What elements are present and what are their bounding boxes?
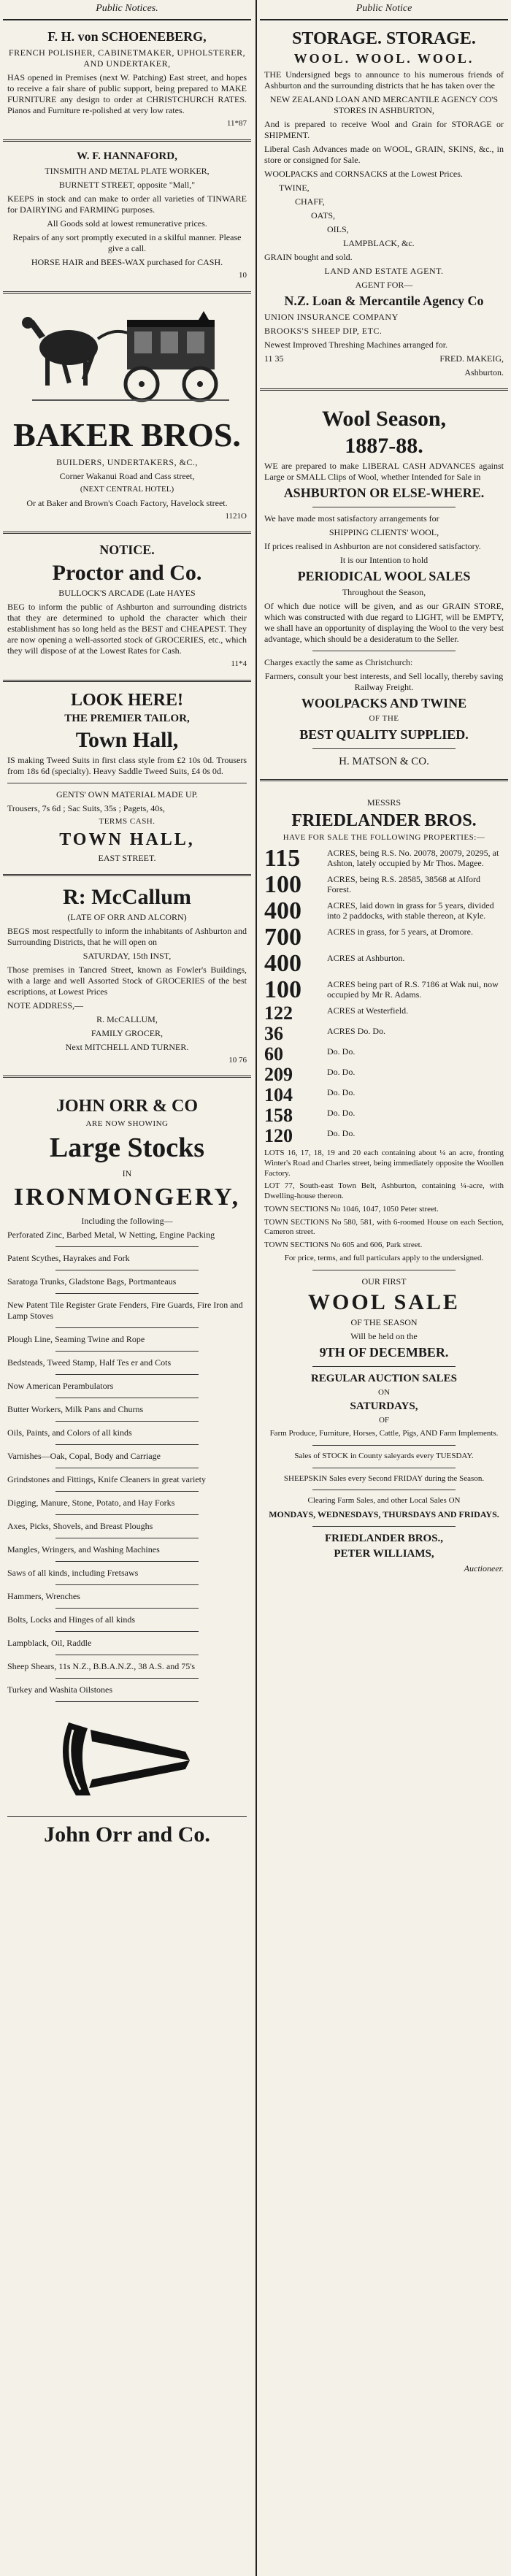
schoeneberg-name: F. H. von SCHOENEBERG, — [47, 29, 207, 44]
property-row — [264, 846, 504, 871]
friedlander-sheepskin: SHEEPSKIN Sales every Second FRIDAY during the Season. — [283, 1473, 485, 1483]
orr-item: Plough Line, Seaming Twine and Rope — [7, 1333, 145, 1344]
storage-item: CHAFF, — [295, 196, 325, 207]
wool-season-ad — [260, 391, 508, 781]
orr-item: Oils, Paints, and Colors of all kinds — [7, 1427, 132, 1438]
wool-intent: It is our Intention to hold — [339, 555, 429, 566]
property-row — [264, 951, 504, 976]
hannaford-line3: HORSE HAIR and BEES-WAX purchased for CASH. — [31, 256, 223, 267]
wool-best: BEST QUALITY SUPPLIED. — [299, 727, 469, 743]
wool-sig: H. MATSON & CO. — [339, 756, 429, 768]
storage-sig: FRED. MAKEIG, — [439, 353, 504, 364]
property-row — [264, 1086, 504, 1105]
friedlander-lot77: LOT 77, South-east Town Belt, Ashburton, containing ¼-acre, with Dwelling-house thereon. — [264, 1181, 504, 1201]
orr-large: Large Stocks — [49, 1132, 205, 1164]
property-description: ACRES at Westerfield. — [327, 1005, 409, 1016]
property-acres: 158 — [264, 1105, 293, 1127]
storage-company: NEW ZEALAND LOAN AND MERCANTILE AGENCY CO'S STORES IN ASHBURTON, — [269, 94, 499, 116]
property-row — [264, 1004, 504, 1023]
storage-wool: WOOL. WOOL. WOOL. — [293, 51, 474, 66]
friedlander-town1: TOWN SECTIONS No 1046, 1047, 1050 Peter street. — [264, 1204, 439, 1214]
wool-body: WE are prepared to make LIBERAL CASH ADVANCES against Large or SMALL Clips of Wool, whether Intended for Sale in — [264, 461, 504, 483]
storage-item-list — [264, 183, 504, 249]
orr-item: Digging, Manure, Stone, Potato, and Hay Forks — [7, 1497, 175, 1508]
tailor-ad — [3, 682, 251, 876]
storage-item: OILS, — [327, 224, 349, 235]
hannaford-name: W. F. HANNAFORD, — [77, 150, 177, 162]
property-acres: 700 — [264, 924, 301, 951]
tailor-look-here: LOOK HERE! — [70, 691, 184, 710]
storage-ref: 11 35 — [264, 353, 284, 364]
storage-grain: GRAIN bought and sold. — [264, 252, 353, 263]
storage-body: THE Undersigned begs to announce to his numerous friends of Ashburton and the surrounding districts that he has taken over the — [264, 69, 504, 91]
proctor-title: Proctor and Co. — [52, 561, 202, 586]
friedlander-date: 9TH OF DECEMBER. — [319, 1344, 449, 1360]
friedlander-sig1: FRIEDLANDER BROS., — [324, 1533, 444, 1545]
schoeneberg-body: HAS opened in Premises (next W. Patching) East street, and hopes to receive a fair share of public support, being prepared to MAKE FURNITURE any design to order at CHRISTCHURCH RATES. Pianos and Furniture re-polished at very low rates. — [7, 72, 247, 115]
mccallum-title: R: McCallum — [63, 884, 191, 909]
orr-item: Bolts, Locks and Hinges of all kinds — [7, 1614, 135, 1625]
orr-name: JOHN ORR & CO — [56, 1097, 198, 1116]
mccallum-next: Next MITCHELL AND TURNER. — [65, 1041, 189, 1052]
wool-year: 1887-88. — [345, 434, 423, 459]
tailor-hall2: TOWN HALL, — [59, 830, 195, 850]
baker-addr3: Or at Baker and Brown's Coach Factory, Havelock street. — [26, 497, 228, 508]
proctor-ref: 11*4 — [231, 659, 247, 669]
property-acres: 122 — [264, 1003, 293, 1024]
storage-ad — [260, 20, 508, 391]
tailor-street: EAST STREET. — [98, 852, 156, 863]
property-acres: 100 — [264, 871, 301, 899]
property-acres: 120 — [264, 1125, 293, 1147]
friedlander-days: MONDAYS, WEDNESDAYS, THURSDAYS AND FRIDAYS. — [269, 1509, 499, 1520]
friedlander-first: OUR FIRST — [361, 1276, 407, 1287]
proctor-ad — [3, 534, 251, 682]
friedlander-stock: Sales of STOCK in County saleyards every TUESDAY. — [294, 1451, 474, 1460]
hannaford-line2: Repairs of any sort promptly executed in a skilful manner. Please give a call. — [12, 231, 242, 253]
storage-place: Ashburton. — [464, 367, 504, 378]
storage-land: LAND AND ESTATE AGENT. — [324, 266, 444, 277]
hannaford-ad — [3, 142, 251, 294]
wool-body2: Of which due notice will be given, and as our GRAIN STORE, which was constructed with due regard to LIGHT, will be EMPTY, we shall have an opportunity of displaying the Wool to the very best advantage, which should be a desideratum to the Seller. — [264, 601, 504, 645]
sheep-shears-illustration — [47, 1708, 207, 1810]
property-description: Do. Do. — [327, 1046, 356, 1057]
tailor-gents: GENTS' OWN MATERIAL MADE UP. — [55, 789, 199, 800]
wool-arrangements: We have made most satisfactory arrangements for — [264, 513, 439, 524]
orr-item: Lampblack, Oil, Raddle — [7, 1637, 92, 1648]
storage-item: TWINE, — [279, 183, 310, 193]
friedlander-town2: TOWN SECTIONS No 580, 581, with 6-roomed House on each Section, Cameron street. — [264, 1217, 504, 1237]
storage-title: STORAGE. STORAGE. — [292, 29, 476, 48]
storage-body4: WOOLPACKS and CORNSACKS at the Lowest Prices. — [264, 169, 463, 180]
schoeneberg-ref: 11*87 — [226, 119, 247, 128]
tailor-body: IS making Tweed Suits in first class style from £2 10s 0d. Trousers from 18s 6d (specialty). Heavy Saddle Tweed Suits, £4 0s 0d. — [7, 755, 247, 777]
storage-threshing: Newest Improved Threshing Machines arranged for. — [264, 340, 448, 350]
friedlander-lots: LOTS 16, 17, 18, 19 and 20 each containing about ¼ an acre, fronting Winter's Road and Charles street, being immediately opposite the Woollen Factory. — [264, 1149, 504, 1178]
property-acres: 36 — [264, 1023, 283, 1045]
mccallum-body: BEGS most respectfully to inform the inhabitants of Ashburton and Surrounding Districts, that he will open on — [7, 925, 247, 947]
property-description: ACRES at Ashburton. — [327, 953, 405, 964]
wool-where: ASHBURTON OR ELSE-WHERE. — [283, 486, 485, 501]
wool-of-the: OF THE — [369, 714, 399, 724]
friedlander-regular: REGULAR AUCTION SALES — [310, 1372, 458, 1384]
mccallum-sig: R. McCALLUM, — [96, 1013, 158, 1024]
orr-item: Turkey and Washita Oilstones — [7, 1684, 113, 1695]
property-description: ACRES Do. Do. — [327, 1026, 386, 1037]
baker-title: BAKER BROS. — [13, 415, 241, 453]
left-column — [3, 0, 251, 2576]
property-acres: 115 — [264, 845, 301, 873]
property-description: ACRES in grass, for 5 years, at Dromore. — [327, 927, 473, 938]
mccallum-note: NOTE ADDRESS,— — [7, 1000, 84, 1011]
wool-title: Wool Season, — [321, 407, 447, 432]
friedlander-sale: WOOL SALE — [308, 1289, 460, 1314]
orr-ad — [3, 1078, 251, 1856]
wool-if: If prices realised in Ashburton are not considered satisfactory. — [264, 541, 481, 552]
hannaford-line1: All Goods sold at lowest remunerative prices. — [47, 218, 207, 229]
property-row — [264, 1045, 504, 1064]
property-row — [264, 899, 504, 924]
short-property-list — [264, 1004, 504, 1146]
tailor-terms: TERMS CASH. — [99, 817, 155, 827]
baker-trade: BUILDERS, UNDERTAKERS, &C., — [56, 456, 198, 467]
property-acres: 104 — [264, 1084, 293, 1106]
orr-item: Mangles, Wringers, and Washing Machines — [7, 1544, 160, 1555]
storage-body3: Liberal Cash Advances made on WOOL, GRAIN, SKINS, &c., in store or consigned for Sale. — [264, 144, 504, 166]
storage-union: UNION INSURANCE COMPANY — [264, 312, 399, 323]
friedlander-held: Will be held on the — [350, 1330, 418, 1341]
baker-addr2: (NEXT CENTRAL HOTEL) — [80, 484, 174, 494]
storage-nz-company: N.Z. Loan & Mercantile Agency Co — [284, 294, 484, 309]
friedlander-auctioneer: Auctioneer. — [464, 1563, 504, 1574]
orr-item: New Patent Tile Register Grate Fenders, Fire Guards, Fire Iron and Lamp Stoves — [7, 1299, 243, 1321]
orr-item: Sheep Shears, 11s N.Z., B.B.A.N.Z., 38 A.S. and 75's — [7, 1660, 196, 1671]
friedlander-sig2: PETER WILLIAMS, — [334, 1548, 434, 1560]
baker-ref: 1121O — [225, 511, 247, 521]
orr-item-list — [7, 1230, 247, 1702]
schoeneberg-ad — [3, 20, 251, 142]
property-description: ACRES, laid down in grass for 5 years, divided into 2 paddocks, with stable thereon, at Kyle. — [327, 900, 494, 921]
wool-ship: SHIPPING CLIENTS' WOOL, — [328, 527, 439, 538]
proctor-body: BEG to inform the public of Ashburton and surrounding districts that they are determined to uphold the character which their establishment has so long held as the BEST and CHEAPEST. They are now opening a well-assorted stock of GROCERIES, etc., which they will dispose of at the Lowest Rates for Cash. — [7, 602, 247, 656]
friedlander-have: HAVE FOR SALE THE FOLLOWING PROPERTIES:— — [283, 833, 485, 843]
wool-charges: Charges exactly the same as Christchurch: — [264, 657, 413, 668]
friedlander-saturdays: SATURDAYS, — [350, 1400, 418, 1413]
property-acres: 60 — [264, 1043, 283, 1065]
wool-periodical: PERIODICAL WOOL SALES — [297, 569, 471, 584]
storage-item: LAMPBLACK, &c. — [343, 238, 415, 249]
orr-item: Bedsteads, Tweed Stamp, Half Tes er and Cots — [7, 1357, 172, 1368]
property-description: ACRES, being R.S. No. 20078, 20079, 20295, at Ashton, lately occupied by Mr Thos. Magee. — [327, 848, 499, 869]
orr-item: Hammers, Wrenches — [7, 1590, 80, 1601]
property-description: Do. Do. — [327, 1108, 356, 1119]
property-description: ACRES being part of R.S. 7186 at Wak nui, now occupied by Mr R. Adams. — [327, 979, 499, 1000]
orr-item: Saws of all kinds, including Fretsaws — [7, 1567, 139, 1578]
friedlander-season: OF THE SEASON — [350, 1316, 418, 1327]
friedlander-produce: Farm Produce, Furniture, Horses, Cattle, Pigs, AND Farm Implements. — [269, 1429, 499, 1438]
property-row — [264, 925, 504, 950]
horse-hearse-illustration — [18, 304, 237, 413]
property-acres: 100 — [264, 976, 301, 1004]
property-acres: 400 — [264, 950, 301, 978]
wool-packs: WOOLPACKS AND TWINE — [301, 696, 467, 711]
orr-iron: IRONMONGERY, — [13, 1184, 241, 1211]
mccallum-date: SATURDAY, 15th INST, — [82, 950, 172, 961]
friedlander-title: FRIEDLANDER BROS. — [291, 810, 477, 830]
property-description: Do. Do. — [327, 1087, 356, 1098]
property-acres: 209 — [264, 1064, 293, 1086]
mccallum-body2: Those premises in Tancred Street, known as Fowler's Buildings, with a large and well Assorted Stock of GROCERIES of the best escriptions, at Lowest Prices — [7, 964, 247, 997]
baker-addr1: Corner Wakanui Road and Cass street, — [59, 470, 195, 481]
orr-incl: Including the following— — [81, 1215, 173, 1226]
schoeneberg-trades: FRENCH POLISHER, CABINETMAKER, UPHOLSTERER, AND UNDERTAKER, — [8, 47, 246, 69]
property-list — [264, 846, 504, 1003]
hannaford-trade: TINSMITH AND METAL PLATE WORKER, — [45, 165, 210, 176]
orr-item: Saratoga Trunks, Gladstone Bags, Portmanteaus — [7, 1276, 177, 1287]
friedlander-apply: For price, terms, and full particulars apply to the undersigned. — [284, 1253, 484, 1262]
column-divider — [256, 0, 257, 2576]
friedlander-of: OF — [378, 1416, 390, 1425]
storage-brooks: BROOKS'S SHEEP DIP, ETC. — [264, 326, 383, 337]
orr-item: Now American Perambulators — [7, 1380, 114, 1391]
property-description: ACRES, being R.S. 28585, 38568 at Alford Forest. — [327, 874, 481, 895]
friedlander-clearing: Clearing Farm Sales, and other Local Sales ON — [307, 1496, 461, 1506]
mccallum-late: (LATE OF ORR AND ALCORN) — [67, 911, 187, 922]
right-column — [260, 0, 508, 2576]
baker-ad — [3, 294, 251, 534]
orr-item: Butter Workers, Milk Pans and Churns — [7, 1403, 144, 1414]
wool-farmers: Farmers, consult your best interests, and Sell locally, thereby saving Railway Freight. — [264, 671, 504, 693]
property-row — [264, 1065, 504, 1084]
property-acres: 400 — [264, 897, 301, 925]
friedlander-town3: TOWN SECTIONS No 605 and 606, Park street. — [264, 1241, 423, 1250]
left-column-header: Public Notices. — [3, 0, 251, 20]
mccallum-grocer: FAMILY GROCER, — [91, 1027, 164, 1038]
orr-item: Varnishes—Oak, Copal, Body and Carriage — [7, 1450, 161, 1461]
orr-footer: John Orr and Co. — [44, 1822, 210, 1847]
friedlander-ad — [260, 781, 508, 1584]
wool-throughout: Throughout the Season, — [342, 587, 426, 598]
hannaford-body: KEEPS in stock and can make to order all varieties of TINWARE for DAIRYING and FARMING purposes. — [7, 193, 247, 215]
orr-item: Grindstones and Fittings, Knife Cleaners in great variety — [7, 1473, 206, 1484]
storage-body2: And is prepared to receive Wool and Grain for STORAGE or SHIPMENT. — [264, 119, 504, 141]
orr-item: Axes, Picks, Shovels, and Breast Ploughs — [7, 1520, 153, 1531]
storage-item: OATS, — [311, 210, 336, 221]
tailor-prices: Trousers, 7s 6d ; Sac Suits, 35s ; Pagets, 40s, — [7, 803, 165, 814]
right-column-header: Public Notice — [260, 0, 508, 20]
hannaford-ref: 10 — [239, 270, 247, 280]
orr-item: Perforated Zinc, Barbed Metal, W Netting, Engine Packing — [7, 1229, 215, 1240]
property-row — [264, 1127, 504, 1146]
property-description: Do. Do. — [327, 1128, 356, 1139]
tailor-town-hall: Town Hall, — [75, 728, 179, 753]
hannaford-address: BURNETT STREET, opposite "Mall," — [58, 179, 196, 190]
orr-item: Patent Scythes, Hayrakes and Fork — [7, 1252, 130, 1263]
proctor-notice: NOTICE. — [99, 543, 155, 558]
mccallum-ad — [3, 876, 251, 1078]
storage-agent: AGENT FOR— — [355, 280, 413, 291]
property-row — [264, 1024, 504, 1043]
mccallum-ref: 10 76 — [228, 1055, 247, 1065]
property-row — [264, 873, 504, 897]
tailor-premier: THE PREMIER TAILOR, — [64, 713, 190, 725]
orr-in: IN — [122, 1168, 132, 1179]
property-description: Do. Do. — [327, 1067, 356, 1078]
proctor-sub: BULLOCK'S ARCADE (Late HAYES — [58, 588, 196, 599]
property-row — [264, 978, 504, 1003]
orr-showing: ARE NOW SHOWING — [85, 1119, 169, 1128]
friedlander-on: ON — [378, 1387, 390, 1397]
property-row — [264, 1106, 504, 1125]
friedlander-messrs: MESSRS — [366, 797, 402, 808]
